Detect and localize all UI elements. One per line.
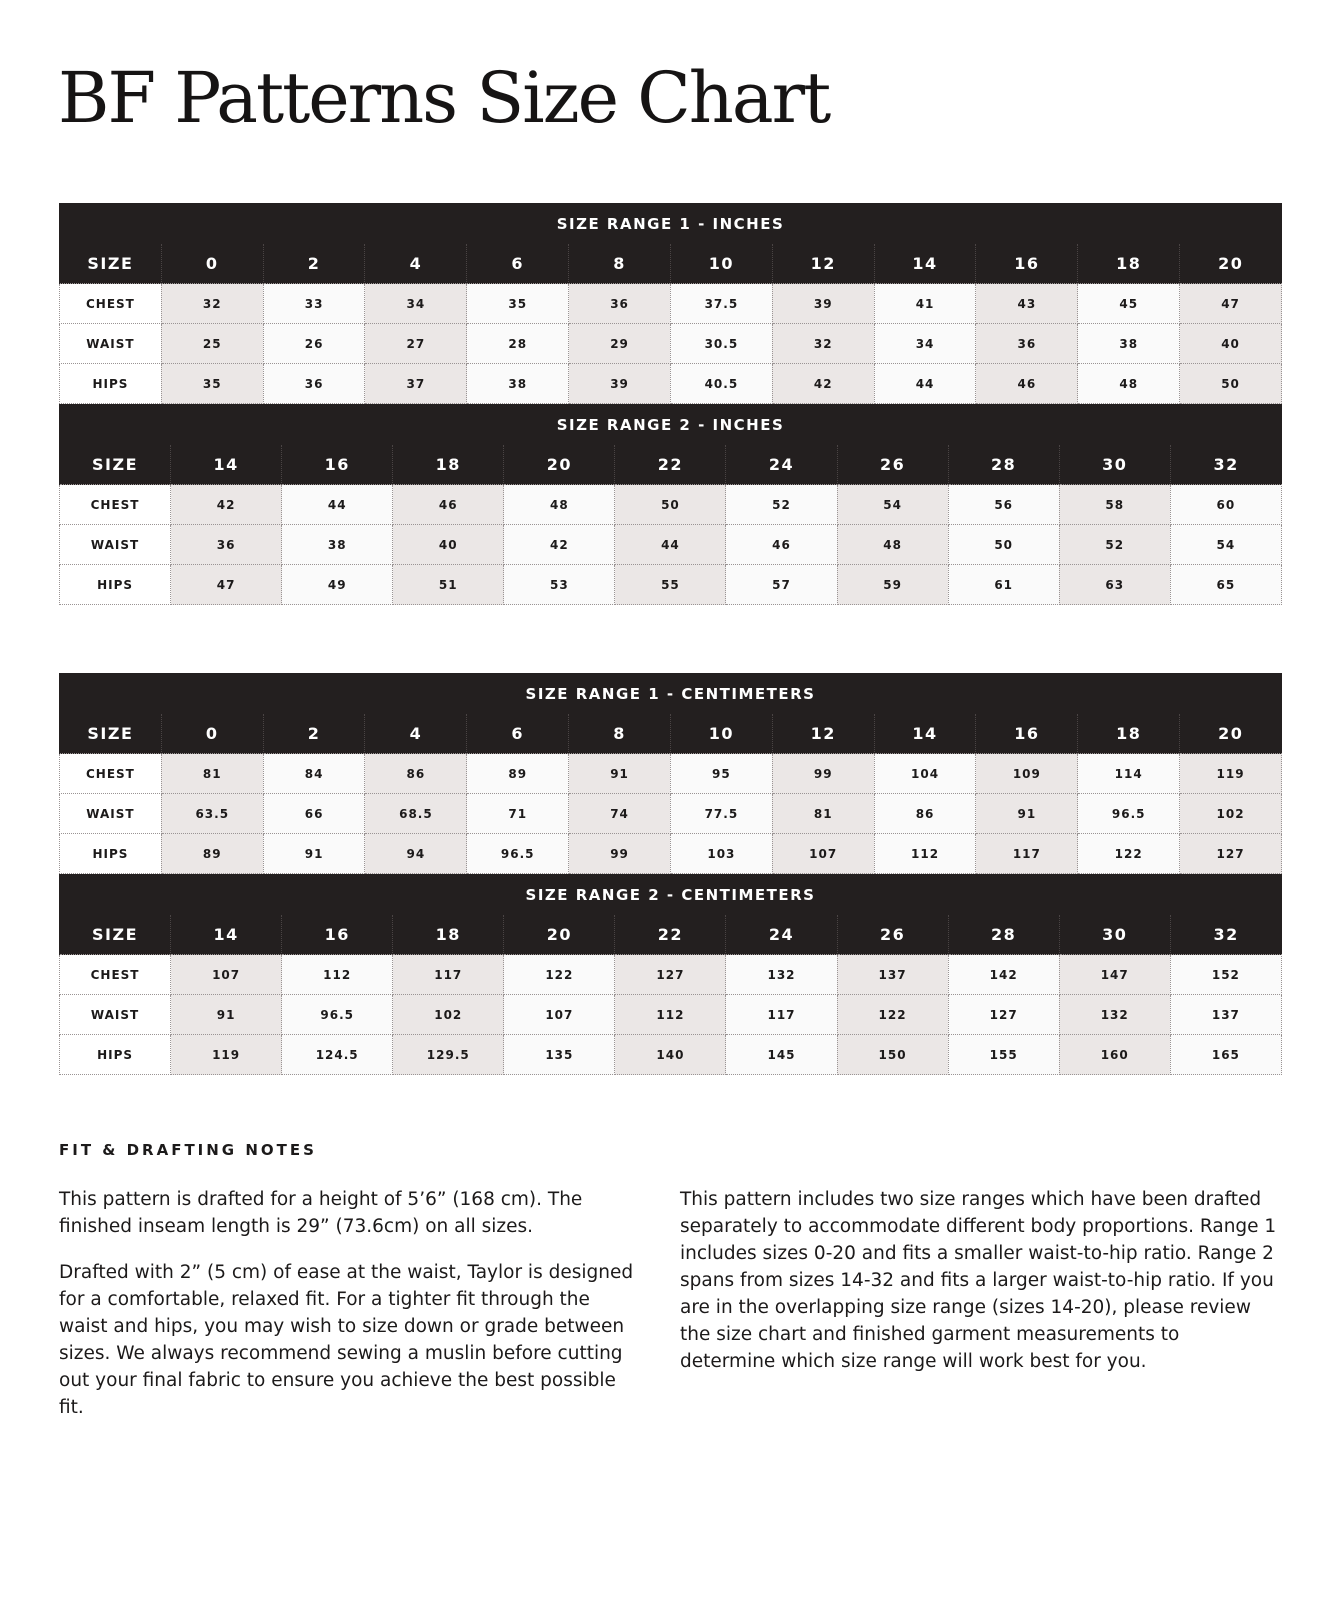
measurement-value: 112 bbox=[615, 995, 726, 1035]
size-header-row bbox=[60, 714, 1282, 754]
measurement-value: 44 bbox=[282, 485, 393, 525]
measurement-row-chest bbox=[60, 485, 1282, 525]
size-header-label: SIZE bbox=[60, 445, 171, 485]
measurement-value: 61 bbox=[948, 565, 1059, 605]
measurement-value: 165 bbox=[1170, 1035, 1281, 1075]
measurement-value: 71 bbox=[467, 794, 569, 834]
measurement-value: 102 bbox=[393, 995, 504, 1035]
measurement-value: 135 bbox=[504, 1035, 615, 1075]
measurement-label: CHEST bbox=[60, 485, 171, 525]
size-column-header: 26 bbox=[837, 445, 948, 485]
measurement-value: 36 bbox=[976, 324, 1078, 364]
measurement-value: 27 bbox=[365, 324, 467, 364]
measurement-value: 39 bbox=[569, 364, 671, 404]
measurement-row-chest bbox=[60, 955, 1282, 995]
measurement-value: 58 bbox=[1059, 485, 1170, 525]
size-column-header: 20 bbox=[504, 445, 615, 485]
size-range-1-centimeters-table bbox=[59, 673, 1282, 874]
measurement-value: 63 bbox=[1059, 565, 1170, 605]
measurement-value: 117 bbox=[976, 834, 1078, 874]
measurement-value: 46 bbox=[976, 364, 1078, 404]
measurement-value: 36 bbox=[171, 525, 282, 565]
measurement-value: 38 bbox=[1078, 324, 1180, 364]
size-column-header: 6 bbox=[467, 244, 569, 284]
measurement-value: 127 bbox=[1180, 834, 1282, 874]
measurement-value: 57 bbox=[726, 565, 837, 605]
measurement-value: 53 bbox=[504, 565, 615, 605]
measurement-value: 51 bbox=[393, 565, 504, 605]
measurement-value: 155 bbox=[948, 1035, 1059, 1075]
measurement-value: 127 bbox=[948, 995, 1059, 1035]
measurement-value: 74 bbox=[569, 794, 671, 834]
measurement-value: 119 bbox=[171, 1035, 282, 1075]
measurement-value: 99 bbox=[772, 754, 874, 794]
size-column-header: 26 bbox=[837, 915, 948, 955]
size-column-header: 20 bbox=[1180, 714, 1282, 754]
size-header-row bbox=[60, 445, 1282, 485]
size-header-label: SIZE bbox=[60, 714, 162, 754]
measurement-value: 26 bbox=[263, 324, 365, 364]
size-column-header: 14 bbox=[874, 244, 976, 284]
size-column-header: 10 bbox=[670, 244, 772, 284]
measurement-value: 40 bbox=[1180, 324, 1282, 364]
measurement-value: 107 bbox=[171, 955, 282, 995]
measurement-value: 117 bbox=[393, 955, 504, 995]
measurement-label: CHEST bbox=[60, 955, 171, 995]
measurement-value: 81 bbox=[161, 754, 263, 794]
size-column-header: 28 bbox=[948, 915, 1059, 955]
measurement-value: 33 bbox=[263, 284, 365, 324]
measurement-value: 95 bbox=[670, 754, 772, 794]
inches-size-chart bbox=[59, 203, 1282, 605]
measurement-value: 96.5 bbox=[1078, 794, 1180, 834]
measurement-label: HIPS bbox=[60, 834, 162, 874]
measurement-value: 145 bbox=[726, 1035, 837, 1075]
measurement-value: 40.5 bbox=[670, 364, 772, 404]
measurement-value: 28 bbox=[467, 324, 569, 364]
size-range-2-inches-table bbox=[59, 404, 1282, 605]
range-title-row bbox=[60, 875, 1282, 915]
measurement-value: 65 bbox=[1170, 565, 1281, 605]
size-column-header: 30 bbox=[1059, 915, 1170, 955]
measurement-value: 37 bbox=[365, 364, 467, 404]
page-title: BF Patterns Size Chart bbox=[58, 57, 830, 139]
measurement-value: 112 bbox=[874, 834, 976, 874]
measurement-value: 45 bbox=[1078, 284, 1180, 324]
size-range-1-inches-table bbox=[59, 203, 1282, 404]
measurement-value: 44 bbox=[615, 525, 726, 565]
measurement-value: 81 bbox=[772, 794, 874, 834]
size-column-header: 22 bbox=[615, 915, 726, 955]
measurement-value: 29 bbox=[569, 324, 671, 364]
size-column-header: 4 bbox=[365, 714, 467, 754]
measurement-value: 140 bbox=[615, 1035, 726, 1075]
measurement-value: 44 bbox=[874, 364, 976, 404]
measurement-value: 102 bbox=[1180, 794, 1282, 834]
measurement-value: 122 bbox=[504, 955, 615, 995]
measurement-row-waist bbox=[60, 525, 1282, 565]
measurement-label: HIPS bbox=[60, 1035, 171, 1075]
size-column-header: 0 bbox=[161, 714, 263, 754]
measurement-value: 107 bbox=[504, 995, 615, 1035]
size-column-header: 0 bbox=[161, 244, 263, 284]
measurement-value: 63.5 bbox=[161, 794, 263, 834]
measurement-value: 52 bbox=[1059, 525, 1170, 565]
measurement-label: WAIST bbox=[60, 324, 162, 364]
size-column-header: 2 bbox=[263, 244, 365, 284]
measurement-value: 56 bbox=[948, 485, 1059, 525]
size-column-header: 18 bbox=[1078, 714, 1180, 754]
measurement-value: 42 bbox=[171, 485, 282, 525]
measurement-row-waist bbox=[60, 794, 1282, 834]
range-title-row bbox=[60, 405, 1282, 445]
range-title-row bbox=[60, 204, 1282, 244]
fit-notes-heading: FIT & DRAFTING NOTES bbox=[59, 1141, 317, 1159]
measurement-value: 137 bbox=[837, 955, 948, 995]
measurement-value: 94 bbox=[365, 834, 467, 874]
size-column-header: 6 bbox=[467, 714, 569, 754]
measurement-label: HIPS bbox=[60, 565, 171, 605]
measurement-value: 47 bbox=[1180, 284, 1282, 324]
measurement-value: 99 bbox=[569, 834, 671, 874]
fit-notes-right-column bbox=[680, 1186, 1280, 1394]
range-title: SIZE RANGE 1 - INCHES bbox=[60, 204, 1282, 244]
size-column-header: 20 bbox=[504, 915, 615, 955]
measurement-value: 129.5 bbox=[393, 1035, 504, 1075]
size-column-header: 32 bbox=[1170, 915, 1281, 955]
size-column-header: 14 bbox=[874, 714, 976, 754]
measurement-value: 132 bbox=[1059, 995, 1170, 1035]
size-column-header: 12 bbox=[772, 714, 874, 754]
measurement-value: 86 bbox=[365, 754, 467, 794]
measurement-label: HIPS bbox=[60, 364, 162, 404]
measurement-value: 91 bbox=[976, 794, 1078, 834]
measurement-value: 32 bbox=[161, 284, 263, 324]
measurement-value: 50 bbox=[615, 485, 726, 525]
measurement-value: 96.5 bbox=[282, 995, 393, 1035]
size-ranges-note: This pattern includes two size ranges which have been drafted separately to accommodate different body proportions. Range 1 includes sizes 0-20 and fits a smaller waist-to-hip ratio. Range 2 spans from sizes 14-32 and fits a larger waist-to-hip ratio. If you are in the overlapping size range (sizes 14-20), please review the size chart and finished garment measurements to determine which size range will work best for you. bbox=[680, 1189, 1277, 1372]
size-column-header: 16 bbox=[976, 244, 1078, 284]
measurement-value: 34 bbox=[874, 324, 976, 364]
measurement-value: 147 bbox=[1059, 955, 1170, 995]
size-range-2-centimeters-table bbox=[59, 874, 1282, 1075]
range-title: SIZE RANGE 2 - INCHES bbox=[60, 405, 1282, 445]
size-header-label: SIZE bbox=[60, 915, 171, 955]
measurement-value: 42 bbox=[772, 364, 874, 404]
size-column-header: 16 bbox=[976, 714, 1078, 754]
size-column-header: 18 bbox=[1078, 244, 1180, 284]
measurement-value: 104 bbox=[874, 754, 976, 794]
measurement-value: 68.5 bbox=[365, 794, 467, 834]
size-column-header: 32 bbox=[1170, 445, 1281, 485]
size-column-header: 14 bbox=[171, 915, 282, 955]
size-column-header: 20 bbox=[1180, 244, 1282, 284]
measurement-value: 42 bbox=[504, 525, 615, 565]
size-column-header: 12 bbox=[772, 244, 874, 284]
range-title: SIZE RANGE 2 - CENTIMETERS bbox=[60, 875, 1282, 915]
height-inseam-note: This pattern is drafted for a height of 5’6” (168 cm). The finished inseam length is 29” (73.6cm) on all sizes. bbox=[59, 1189, 583, 1237]
measurement-value: 109 bbox=[976, 754, 1078, 794]
measurement-value: 46 bbox=[393, 485, 504, 525]
measurement-value: 41 bbox=[874, 284, 976, 324]
measurement-label: CHEST bbox=[60, 284, 162, 324]
measurement-value: 150 bbox=[837, 1035, 948, 1075]
size-column-header: 4 bbox=[365, 244, 467, 284]
measurement-value: 36 bbox=[569, 284, 671, 324]
measurement-value: 84 bbox=[263, 754, 365, 794]
fit-notes-left-column bbox=[59, 1186, 644, 1440]
size-column-header: 24 bbox=[726, 915, 837, 955]
measurement-value: 60 bbox=[1170, 485, 1281, 525]
ease-fit-note: Drafted with 2” (5 cm) of ease at the waist, Taylor is designed for a comfortable, relaxed fit. For a tighter fit through the waist and hips, you may wish to size down or grade between sizes. We always recommend sewing a muslin before cutting out your final fabric to ensure you achieve the best possible fit. bbox=[59, 1262, 634, 1418]
measurement-value: 132 bbox=[726, 955, 837, 995]
measurement-value: 55 bbox=[615, 565, 726, 605]
size-column-header: 16 bbox=[282, 445, 393, 485]
measurement-value: 66 bbox=[263, 794, 365, 834]
measurement-value: 160 bbox=[1059, 1035, 1170, 1075]
measurement-value: 43 bbox=[976, 284, 1078, 324]
measurement-value: 91 bbox=[171, 995, 282, 1035]
measurement-row-chest bbox=[60, 284, 1282, 324]
measurement-value: 54 bbox=[837, 485, 948, 525]
range-title: SIZE RANGE 1 - CENTIMETERS bbox=[60, 674, 1282, 714]
measurement-value: 36 bbox=[263, 364, 365, 404]
size-column-header: 16 bbox=[282, 915, 393, 955]
measurement-row-waist bbox=[60, 324, 1282, 364]
measurement-value: 137 bbox=[1170, 995, 1281, 1035]
measurement-value: 112 bbox=[282, 955, 393, 995]
measurement-value: 119 bbox=[1180, 754, 1282, 794]
size-column-header: 2 bbox=[263, 714, 365, 754]
measurement-value: 38 bbox=[467, 364, 569, 404]
measurement-value: 25 bbox=[161, 324, 263, 364]
measurement-value: 142 bbox=[948, 955, 1059, 995]
measurement-value: 37.5 bbox=[670, 284, 772, 324]
measurement-value: 124.5 bbox=[282, 1035, 393, 1075]
measurement-value: 52 bbox=[726, 485, 837, 525]
measurement-value: 48 bbox=[1078, 364, 1180, 404]
measurement-value: 50 bbox=[1180, 364, 1282, 404]
measurement-value: 49 bbox=[282, 565, 393, 605]
measurement-value: 89 bbox=[467, 754, 569, 794]
size-column-header: 8 bbox=[569, 244, 671, 284]
centimeters-size-chart bbox=[59, 673, 1282, 1075]
size-column-header: 24 bbox=[726, 445, 837, 485]
size-column-header: 8 bbox=[569, 714, 671, 754]
measurement-value: 127 bbox=[615, 955, 726, 995]
measurement-label: CHEST bbox=[60, 754, 162, 794]
measurement-value: 35 bbox=[161, 364, 263, 404]
measurement-value: 47 bbox=[171, 565, 282, 605]
measurement-value: 114 bbox=[1078, 754, 1180, 794]
measurement-label: WAIST bbox=[60, 525, 171, 565]
measurement-value: 117 bbox=[726, 995, 837, 1035]
measurement-value: 48 bbox=[837, 525, 948, 565]
measurement-value: 152 bbox=[1170, 955, 1281, 995]
measurement-value: 89 bbox=[161, 834, 263, 874]
measurement-row-chest bbox=[60, 754, 1282, 794]
size-column-header: 18 bbox=[393, 445, 504, 485]
size-header-row bbox=[60, 915, 1282, 955]
measurement-value: 103 bbox=[670, 834, 772, 874]
range-title-row bbox=[60, 674, 1282, 714]
size-column-header: 28 bbox=[948, 445, 1059, 485]
measurement-value: 50 bbox=[948, 525, 1059, 565]
measurement-label: WAIST bbox=[60, 794, 162, 834]
measurement-row-hips bbox=[60, 565, 1282, 605]
size-column-header: 14 bbox=[171, 445, 282, 485]
size-column-header: 18 bbox=[393, 915, 504, 955]
measurement-value: 32 bbox=[772, 324, 874, 364]
measurement-value: 38 bbox=[282, 525, 393, 565]
measurement-value: 48 bbox=[504, 485, 615, 525]
measurement-value: 54 bbox=[1170, 525, 1281, 565]
measurement-value: 86 bbox=[874, 794, 976, 834]
measurement-value: 30.5 bbox=[670, 324, 772, 364]
measurement-row-hips bbox=[60, 1035, 1282, 1075]
size-header-label: SIZE bbox=[60, 244, 162, 284]
measurement-value: 35 bbox=[467, 284, 569, 324]
measurement-row-hips bbox=[60, 364, 1282, 404]
measurement-value: 39 bbox=[772, 284, 874, 324]
measurement-value: 91 bbox=[569, 754, 671, 794]
measurement-value: 122 bbox=[1078, 834, 1180, 874]
measurement-value: 77.5 bbox=[670, 794, 772, 834]
size-header-row bbox=[60, 244, 1282, 284]
measurement-value: 91 bbox=[263, 834, 365, 874]
measurement-value: 59 bbox=[837, 565, 948, 605]
size-column-header: 30 bbox=[1059, 445, 1170, 485]
measurement-value: 122 bbox=[837, 995, 948, 1035]
size-column-header: 22 bbox=[615, 445, 726, 485]
measurement-row-waist bbox=[60, 995, 1282, 1035]
measurement-value: 40 bbox=[393, 525, 504, 565]
measurement-value: 34 bbox=[365, 284, 467, 324]
measurement-row-hips bbox=[60, 834, 1282, 874]
measurement-label: WAIST bbox=[60, 995, 171, 1035]
measurement-value: 107 bbox=[772, 834, 874, 874]
measurement-value: 46 bbox=[726, 525, 837, 565]
measurement-value: 96.5 bbox=[467, 834, 569, 874]
size-column-header: 10 bbox=[670, 714, 772, 754]
